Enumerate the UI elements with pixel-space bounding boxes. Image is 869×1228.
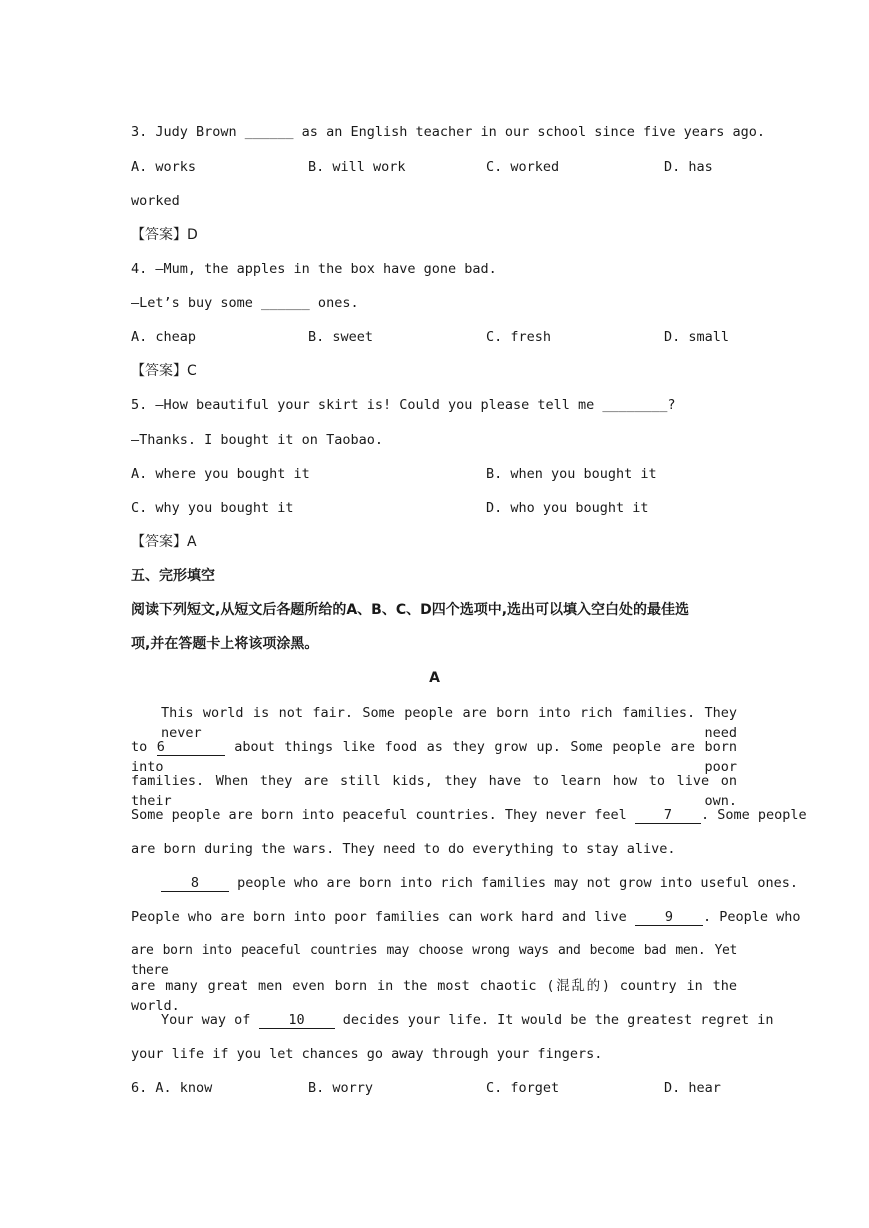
q4-answer: 【答案】C bbox=[131, 363, 197, 379]
passage-label: A bbox=[429, 670, 440, 686]
blank-7: 7 bbox=[635, 807, 701, 824]
q5-option-a: A. where you bought it bbox=[131, 466, 310, 482]
passage-line: are born during the wars. They need to do everything to stay alive. bbox=[131, 841, 676, 857]
passage-line bbox=[161, 1010, 774, 1030]
passage-line: are born into peaceful countries may choose wrong ways and become bad men. Yet there bbox=[131, 943, 737, 978]
q3-answer: 【答案】D bbox=[131, 227, 198, 243]
blank-6: 6 bbox=[157, 739, 225, 756]
q5-option-d: D. who you bought it bbox=[486, 500, 649, 516]
passage-line bbox=[131, 805, 807, 825]
passage-line: families. When they are still kids, they have to learn how to live on their own. bbox=[131, 773, 737, 809]
passage-text: Your way of bbox=[161, 1012, 251, 1028]
q6-option-b: B. worry bbox=[308, 1080, 374, 1096]
q3-option-d: D. has bbox=[664, 159, 713, 175]
blank-9: 9 bbox=[635, 909, 703, 926]
q4-option-b: B. sweet bbox=[308, 329, 374, 345]
passage-text: . Some people bbox=[700, 807, 807, 823]
blank-10: 10 bbox=[259, 1012, 335, 1029]
q4-option-c: C. fresh bbox=[486, 329, 552, 345]
q4-option-a: A. cheap bbox=[131, 329, 197, 345]
passage-text: to bbox=[131, 739, 148, 755]
q6-option-d: D. hear bbox=[664, 1080, 721, 1096]
passage-text: People who are born into poor families can work hard and live bbox=[131, 909, 627, 925]
passage-line: This world is not fair. Some people are born into rich families. They never need bbox=[161, 705, 737, 741]
q3-option-d-wrap: worked bbox=[131, 193, 180, 209]
passage-text: about things like food as they grow up. Some people are born into poor bbox=[131, 739, 737, 775]
q4-option-d: D. small bbox=[664, 329, 730, 345]
q5-option-c: C. why you bought it bbox=[131, 500, 294, 516]
question-4-reply: —Let’s buy some ______ ones. bbox=[131, 295, 359, 311]
passage-text: . People who bbox=[702, 909, 801, 925]
q6-option-c: C. forget bbox=[486, 1080, 560, 1096]
q3-option-c: C. worked bbox=[486, 159, 560, 175]
section-heading: 五、完形填空 bbox=[131, 568, 215, 584]
question-3-stem: 3. Judy Brown ______ as an English teacher in our school since five years ago. bbox=[131, 124, 765, 140]
section-instruction-line-1: 阅读下列短文,从短文后各题所给的A、B、C、D四个选项中,选出可以填入空白处的最佳选 bbox=[131, 602, 690, 618]
passage-text: Some people are born into peaceful countries. They never feel bbox=[131, 807, 627, 823]
question-5-stem: 5. —How beautiful your skirt is! Could you please tell me ________? bbox=[131, 397, 676, 413]
passage-line: are many great men even born in the most chaotic (混乱的) country in the world. bbox=[131, 978, 737, 1014]
passage-text: people who are born into rich families may not grow into useful ones. bbox=[237, 875, 798, 891]
q3-option-b: B. will work bbox=[308, 159, 406, 175]
q5-option-b: B. when you bought it bbox=[486, 466, 657, 482]
passage-text: decides your life. It would be the greatest regret in bbox=[342, 1012, 774, 1028]
passage-line bbox=[161, 873, 798, 893]
passage-line bbox=[131, 907, 801, 927]
passage-line: your life if you let chances go away through your fingers. bbox=[131, 1046, 603, 1062]
section-instruction-line-2: 项,并在答题卡上将该项涂黑。 bbox=[131, 636, 319, 652]
question-4-stem: 4. —Mum, the apples in the box have gone bad. bbox=[131, 261, 497, 277]
question-5-reply: —Thanks. I bought it on Taobao. bbox=[131, 432, 383, 448]
q3-option-a: A. works bbox=[131, 159, 197, 175]
blank-8: 8 bbox=[161, 875, 229, 892]
q6-option-a: 6. A. know bbox=[131, 1080, 213, 1096]
q5-answer: 【答案】A bbox=[131, 534, 197, 550]
